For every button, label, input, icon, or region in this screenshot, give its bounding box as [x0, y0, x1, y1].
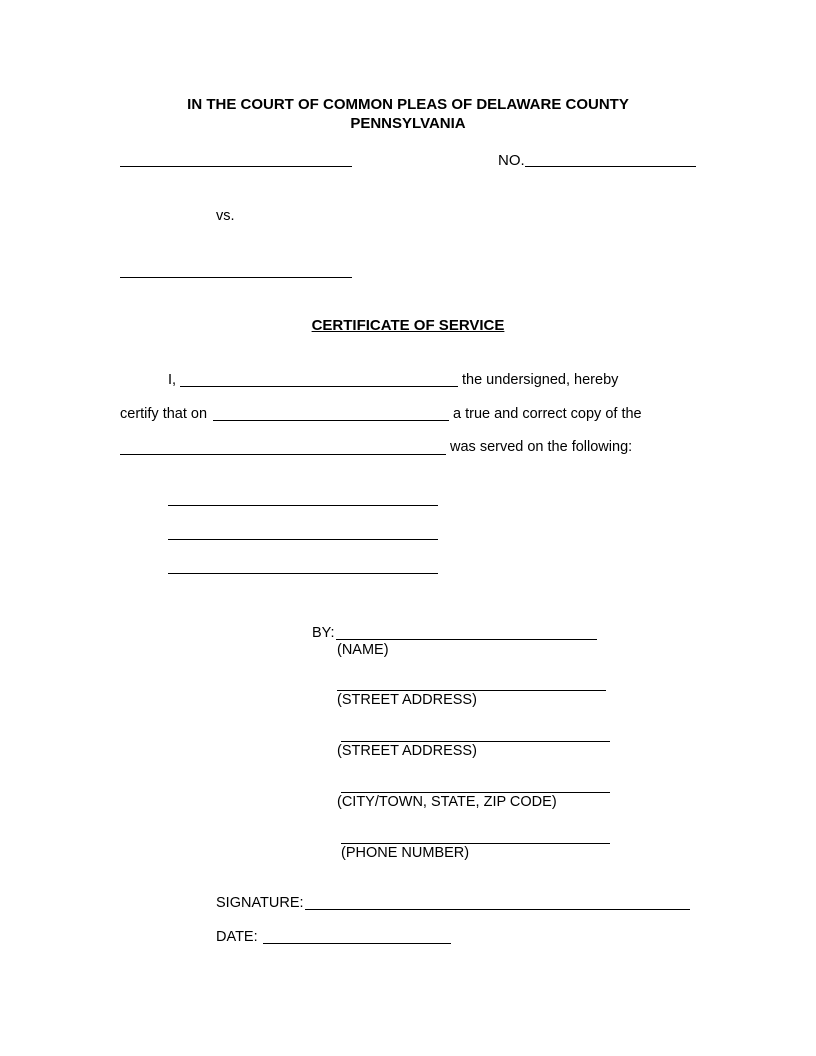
name-caption: (NAME)	[337, 642, 389, 658]
document-title: CERTIFICATE OF SERVICE	[311, 317, 505, 334]
city-state-zip-line[interactable]	[341, 792, 610, 793]
defendant-line[interactable]	[120, 277, 352, 278]
street-address-line-1[interactable]	[337, 690, 606, 691]
street-address-caption-2: (STREET ADDRESS)	[337, 743, 477, 759]
city-state-zip-caption: (CITY/TOWN, STATE, ZIP CODE)	[337, 794, 557, 810]
case-number-line[interactable]	[525, 166, 696, 167]
document-served-line[interactable]	[120, 454, 446, 455]
served-party-line-1[interactable]	[168, 505, 438, 506]
court-heading: IN THE COURT OF COMMON PLEAS OF DELAWARE COUNTY	[187, 96, 629, 113]
signature-label: SIGNATURE:	[216, 895, 304, 911]
date-label: DATE:	[216, 929, 258, 945]
street-address-line-2[interactable]	[341, 741, 610, 742]
body-line2-suffix: a true and correct copy of the	[453, 406, 642, 422]
state-heading: PENNSYLVANIA	[350, 115, 466, 132]
served-party-line-2[interactable]	[168, 539, 438, 540]
plaintiff-line[interactable]	[120, 166, 352, 167]
name-line[interactable]	[336, 639, 597, 640]
served-party-line-3[interactable]	[168, 573, 438, 574]
signature-line[interactable]	[305, 909, 690, 910]
versus-label: vs.	[216, 208, 235, 224]
phone-number-caption: (PHONE NUMBER)	[341, 845, 470, 861]
body-line1-prefix: I,	[168, 372, 177, 388]
date-line[interactable]	[263, 943, 451, 944]
street-address-caption-1: (STREET ADDRESS)	[337, 692, 477, 708]
by-label: BY:	[312, 625, 335, 641]
body-line3-suffix: was served on the following:	[450, 439, 633, 455]
number-label: NO.	[498, 152, 525, 169]
phone-number-line[interactable]	[341, 843, 610, 844]
body-line2-prefix: certify that on	[120, 406, 208, 422]
body-line1-suffix: the undersigned, hereby	[462, 372, 619, 388]
declarant-name-line[interactable]	[180, 386, 458, 387]
service-date-line[interactable]	[213, 420, 449, 421]
